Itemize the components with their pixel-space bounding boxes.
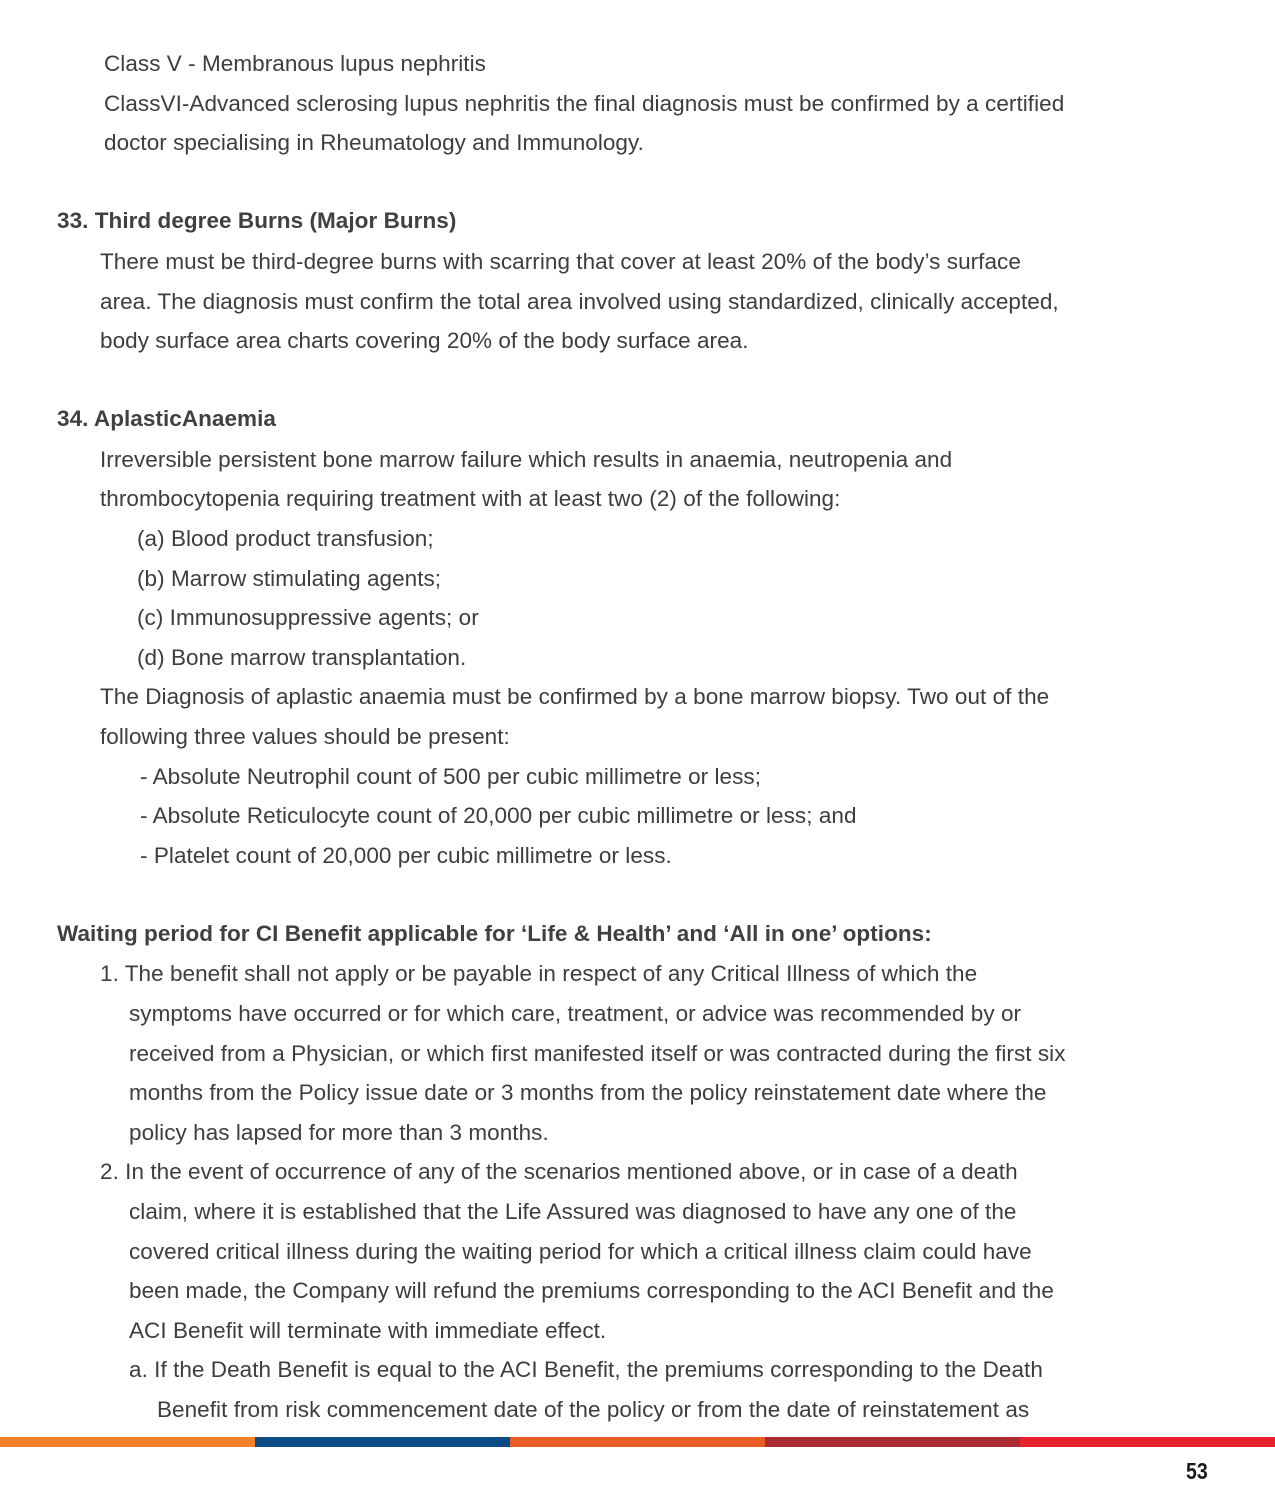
- list-item: (c) Immunosuppressive agents; or: [137, 605, 479, 630]
- paragraph-line: policy has lapsed for more than 3 months.: [129, 1120, 549, 1145]
- list-item: - Absolute Reticulocyte count of 20,000 per cubic millimetre or less; and: [140, 803, 857, 828]
- paragraph-line: 2. In the event of occurrence of any of the scenarios mentioned above, or in case of a death: [100, 1159, 1018, 1184]
- list-item: - Platelet count of 20,000 per cubic millimetre or less.: [140, 843, 672, 868]
- band-segment-orange: [0, 1437, 255, 1447]
- section-heading: Waiting period for CI Benefit applicable for ‘Life & Health’ and ‘All in one’ options:: [57, 921, 932, 946]
- paragraph-line: 1. The benefit shall not apply or be payable in respect of any Critical Illness of which the: [100, 961, 978, 986]
- paragraph-line: area. The diagnosis must confirm the total area involved using standardized, clinically accepted,: [100, 289, 1059, 314]
- paragraph-line: The Diagnosis of aplastic anaemia must be confirmed by a bone marrow biopsy. Two out of the: [100, 684, 1050, 709]
- section-heading: 33. Third degree Burns (Major Burns): [57, 208, 457, 233]
- list-item: (a) Blood product transfusion;: [137, 526, 434, 551]
- lupus-text-line: doctor specialising in Rheumatology and Immunology.: [104, 130, 644, 155]
- section-heading: 34. AplasticAnaemia: [57, 406, 276, 431]
- band-segment-red-orange: [510, 1437, 765, 1447]
- band-segment-red: [1020, 1437, 1275, 1447]
- paragraph-line: received from a Physician, or which first manifested itself or was contracted during the first six: [129, 1041, 1066, 1066]
- paragraph-line: covered critical illness during the waiting period for which a critical illness claim could have: [129, 1239, 1032, 1264]
- paragraph-line: Irreversible persistent bone marrow failure which results in anaemia, neutropenia and: [100, 447, 953, 472]
- paragraph-line: symptoms have occurred or for which care, treatment, or advice was recommended by or: [129, 1001, 1022, 1026]
- paragraph-line: body surface area charts covering 20% of the body surface area.: [100, 328, 749, 353]
- paragraph-line: a. If the Death Benefit is equal to the ACI Benefit, the premiums corresponding to the Death: [129, 1357, 1043, 1382]
- band-segment-blue: [255, 1437, 510, 1447]
- list-item: (b) Marrow stimulating agents;: [137, 566, 442, 591]
- lupus-class-v: Class V - Membranous lupus nephritis: [104, 51, 486, 76]
- lupus-class-vi: ClassVI-Advanced sclerosing lupus nephritis the final diagnosis must be confirmed by a certified: [104, 91, 1065, 116]
- paragraph-line: ACI Benefit will terminate with immediate effect.: [129, 1318, 607, 1343]
- paragraph-line: been made, the Company will refund the premiums corresponding to the ACI Benefit and the: [129, 1278, 1054, 1303]
- paragraph-line: months from the Policy issue date or 3 months from the policy reinstatement date where the: [129, 1080, 1047, 1105]
- paragraph-line: thrombocytopenia requiring treatment with at least two (2) of the following:: [100, 486, 841, 511]
- list-item: (d) Bone marrow transplantation.: [137, 645, 467, 670]
- band-segment-dark-red: [765, 1437, 1020, 1447]
- page-number: 53: [1186, 1458, 1208, 1484]
- paragraph-line: claim, where it is established that the Life Assured was diagnosed to have any one of the: [129, 1199, 1017, 1224]
- paragraph-line: There must be third-degree burns with scarring that cover at least 20% of the body’s surface: [100, 249, 1021, 274]
- paragraph-line: Benefit from risk commencement date of the policy or from the date of reinstatement as: [157, 1397, 1030, 1422]
- list-item: - Absolute Neutrophil count of 500 per cubic millimetre or less;: [140, 764, 761, 789]
- paragraph-line: following three values should be present:: [100, 724, 510, 749]
